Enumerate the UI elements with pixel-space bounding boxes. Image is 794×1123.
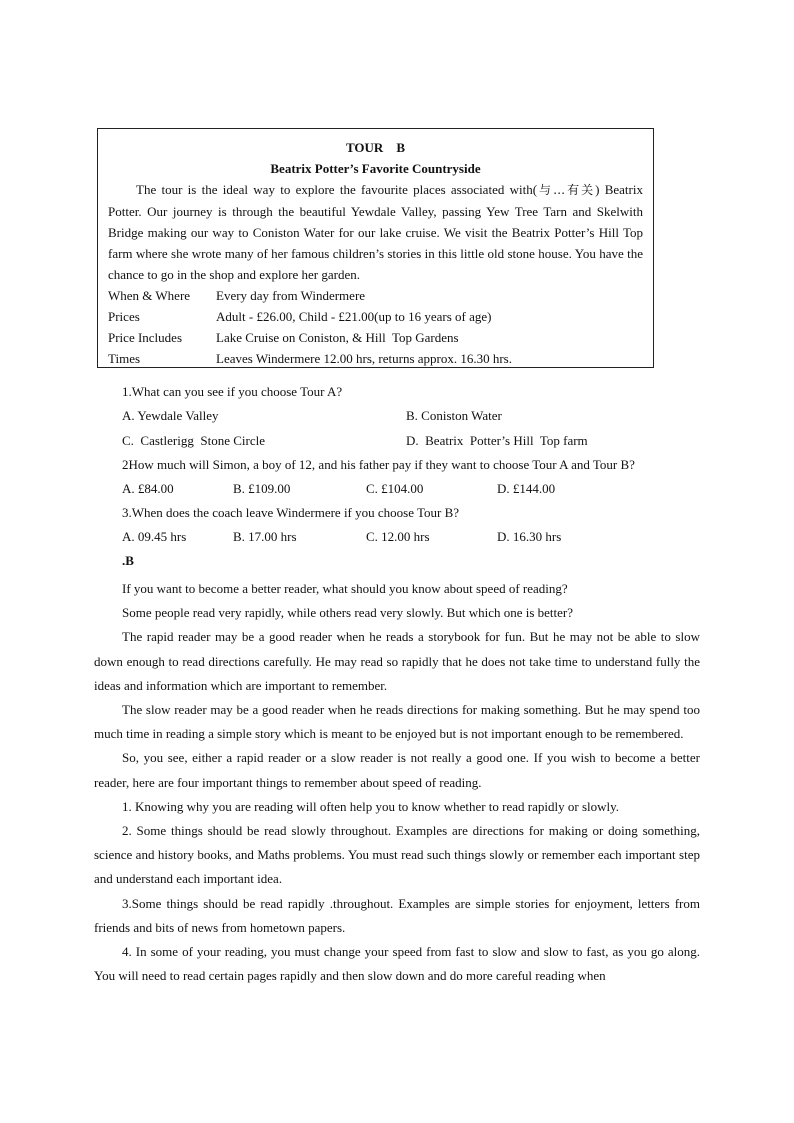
tour-description-before: The tour is the ideal way to explore the favourite places associated with( (136, 182, 538, 197)
question-3: 3.When does the coach leave Windermere if you choose Tour B? (122, 505, 460, 520)
tour-row-value: Every day from Windermere (216, 288, 366, 303)
chinese-gloss: 与…有关 (537, 183, 596, 197)
question-1-option-c[interactable]: C. Castlerigg Stone Circle (122, 433, 265, 448)
tour-heading: TOUR B (346, 140, 405, 155)
tour-row-label: Prices (108, 309, 140, 324)
reading-passage (94, 577, 700, 988)
question-2-option-a[interactable]: A. £84.00 (122, 481, 174, 496)
question-2: 2How much will Simon, a boy of 12, and his father pay if they want to choose Tour A and Tour B? (122, 457, 635, 472)
tour-description (108, 179, 643, 285)
question-1: 1.What can you see if you choose Tour A? (122, 384, 343, 399)
passage-paragraph: 2. Some things should be read slowly throughout. Examples are directions for making or doing something, science and history books, and Maths problems. You must read such things slowly or remember each important step and understand each important idea. (94, 823, 700, 887)
question-2-option-b[interactable]: B. £109.00 (233, 481, 291, 496)
tour-description-after: ) Beatrix Potter. Our journey is through the beautiful Yewdale Valley, passing Yew Tree Tarn and Skelwith Bridge making our way to Coniston Water for our lake cruise. We visit the Beatrix Potter’s Hill Top farm where she wrote many of her famous children’s stories in this little old stone house. You have the chance to go in the shop and explore her garden. (108, 182, 643, 282)
question-1-option-b[interactable]: B. Coniston Water (406, 408, 502, 423)
passage-paragraph: 4. In some of your reading, you must change your speed from fast to slow and slow to fast, as you go along. You will need to read certain pages rapidly and then slow down and do more careful reading when (94, 944, 700, 984)
tour-row-label: When & Where (108, 288, 191, 303)
passage-paragraph: Some people read very rapidly, while others read very slowly. But which one is better? (122, 605, 574, 621)
tour-row-value: Adult - £26.00, Child - £21.00(up to 16 years of age) (216, 309, 492, 324)
question-1-option-d[interactable]: D. Beatrix Potter’s Hill Top farm (406, 433, 588, 448)
tour-b-box (97, 128, 654, 368)
question-3-option-a[interactable]: A. 09.45 hrs (122, 529, 187, 544)
passage-paragraph: 1. Knowing why you are reading will often help you to know whether to read rapidly or slowly. (122, 798, 620, 814)
tour-row-prices (108, 306, 643, 327)
question-1-option-a[interactable]: A. Yewdale Valley (122, 408, 219, 423)
tour-title: Beatrix Potter’s Favorite Countryside (270, 161, 481, 176)
question-2-option-c[interactable]: C. £104.00 (366, 481, 424, 496)
passage-paragraph: So, you see, either a rapid reader or a slow reader is not really a good one. If you wish to become a better reader, here are four important things to remember about speed of reading. (94, 750, 700, 790)
section-label: .B (122, 553, 134, 568)
question-3-option-c[interactable]: C. 12.00 hrs (366, 529, 430, 544)
tour-row-when (108, 285, 643, 306)
passage-paragraph: The slow reader may be a good reader when he reads directions for making something. But he may spend too much time in reading a simple story which is meant to be enjoyed but is not important enough to be remembered. (94, 702, 700, 742)
tour-row-label: Times (108, 351, 141, 366)
question-3-option-d[interactable]: D. 16.30 hrs (497, 529, 562, 544)
passage-paragraph: If you want to become a better reader, what should you know about speed of reading? (122, 581, 568, 596)
tour-row-value: Lake Cruise on Coniston, & Hill Top Gardens (216, 330, 459, 345)
passage-paragraph: 3.Some things should be read rapidly .throughout. Examples are simple stories for enjoyment, letters from friends and bits of news from hometown papers. (94, 895, 700, 935)
tour-row-label: Price Includes (108, 330, 183, 345)
question-3-option-b[interactable]: B. 17.00 hrs (233, 529, 297, 544)
tour-row-value: Leaves Windermere 12.00 hrs, returns approx. 16.30 hrs. (216, 351, 512, 366)
question-2-option-d[interactable]: D. £144.00 (497, 481, 556, 496)
tour-row-includes (108, 327, 643, 348)
tour-row-times (108, 348, 643, 369)
passage-paragraph: The rapid reader may be a good reader when he reads a storybook for fun. But he may not be able to slow down enough to read directions carefully. He may read so rapidly that he does not take time to understand fully the ideas and information which are important to remember. (94, 629, 700, 693)
